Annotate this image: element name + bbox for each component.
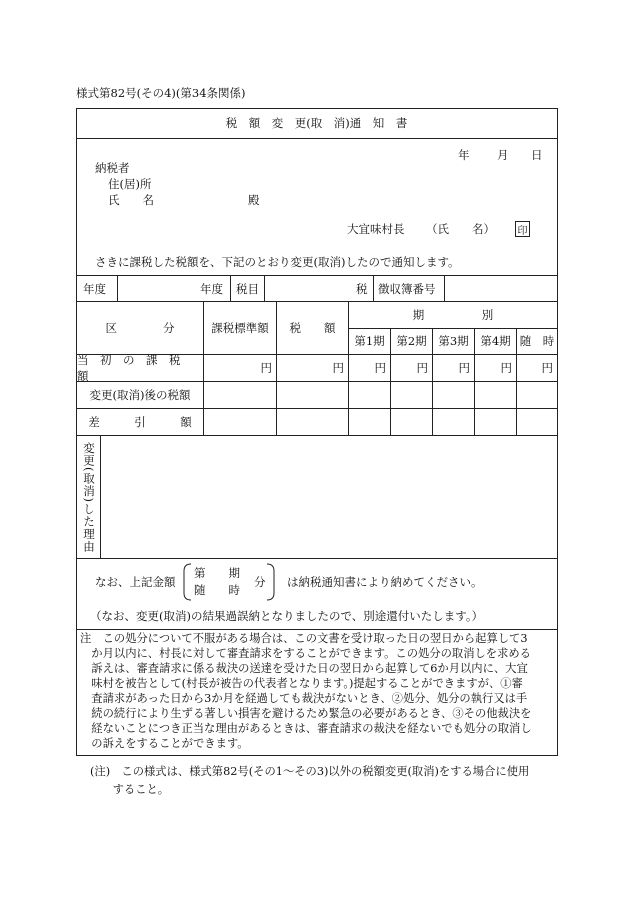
yen-unit: 円 [541,360,553,375]
fiscal-year-label-2: 年度 [200,282,223,296]
tax-amount-header: 税 額 [289,320,336,335]
yen-unit: 円 [332,360,344,375]
tax-suffix: 税 [356,282,368,296]
right-bracket [266,563,276,601]
form-code: 様式第82号(その4)(第34条関係) [76,86,246,100]
period-2-header: 第2期 [396,334,427,348]
taxpayer-label: 納税者 [95,161,130,175]
yen-unit: 円 [458,360,470,375]
issuer-name: （氏 名） [426,222,495,236]
reason-label: 変更(取消)した理由 [82,442,96,553]
taxpayer-name-label: 氏 名 [108,193,154,207]
form-title: 税 額 変 更(取 消)通 知 書 [225,116,408,130]
row-initial-tax-label: 当 初 の 課 税 額 [77,352,192,383]
tax-base-header: 課税標準額 [211,320,269,335]
left-bracket [182,563,192,601]
period-4-header: 第4期 [480,334,511,348]
taxpayer-address-label: 住(居)所 [108,177,152,191]
intro-text: さきに課税した税額を、下記のとおり変更(取消)したので通知します。 [95,255,460,269]
payment-prefix: なお、上記金額 [95,575,176,589]
payment-period-bottom: 随 時 [194,583,240,597]
caution-line: 続の続行により生ずる著しい損害を避けるため緊急の必要があるとき、③その他裁決を [80,707,532,720]
payment-period-top: 第 期 [194,566,240,580]
date-month: 月 [497,148,509,162]
taxpayer-honorific: 殿 [248,193,260,207]
category-header: 区 分 [105,320,175,335]
payment-bun: 分 [254,575,266,589]
issuer-title: 大宜味村長 [347,222,405,236]
footnote-line: すること。 [90,783,170,796]
caution-line: か月以内に、村長に対して審査請求をすることができます。この処分の取消しを求める [80,647,531,660]
caution-line: 注 この処分について不服がある場合は、この文書を受け取った日の翌日から起算して3 [80,632,528,645]
date-year: 年 [458,148,470,162]
yen-unit: 円 [500,360,512,375]
yen-unit: 円 [260,360,272,375]
refund-note: （なお、変更(取消)の結果過誤納となりましたので、別途還付いたします。） [90,609,484,623]
row-revised-tax-label: 変更(取消)後の税額 [89,387,191,402]
date-day: 日 [531,148,543,162]
payment-suffix: は納税通知書により納めてください。 [287,575,483,589]
yen-unit: 円 [374,360,386,375]
tax-item-label: 税目 [236,282,259,296]
ledger-number-label: 徴収簿番号 [378,282,436,296]
caution-line: の訴えをすることができます。 [80,737,249,750]
footnote-line: (注) この様式は、様式第82号(その1～その3)以外の税額変更(取消)をする場合に使用 [90,765,530,778]
period-header: 期 別 [412,307,494,322]
seal-mark: 印 [515,221,530,237]
caution-line: 査請求があった日から3か月を経過しても裁決がないとき、②処分、処分の執行又は手 [80,692,528,705]
period-1-header: 第1期 [354,334,385,348]
yen-unit: 円 [416,360,428,375]
row-difference-label: 差 引 額 [88,414,192,429]
period-3-header: 第3期 [438,334,469,348]
fiscal-year-label: 年度 [83,282,106,296]
caution-line: 味村を被告として(村長が被告の代表者となります。)提起することができますが、①審 [80,677,523,690]
caution-line: 経ないことにつき正当な理由があるときは、審査請求の裁決を経ないでも処分の取消し [80,722,532,735]
period-anytime-header: 随 時 [519,334,555,348]
caution-line: 訴えは、審査請求に係る裁決の送達を受けた日の翌日から起算して6か月以内に、大宜 [80,662,528,675]
